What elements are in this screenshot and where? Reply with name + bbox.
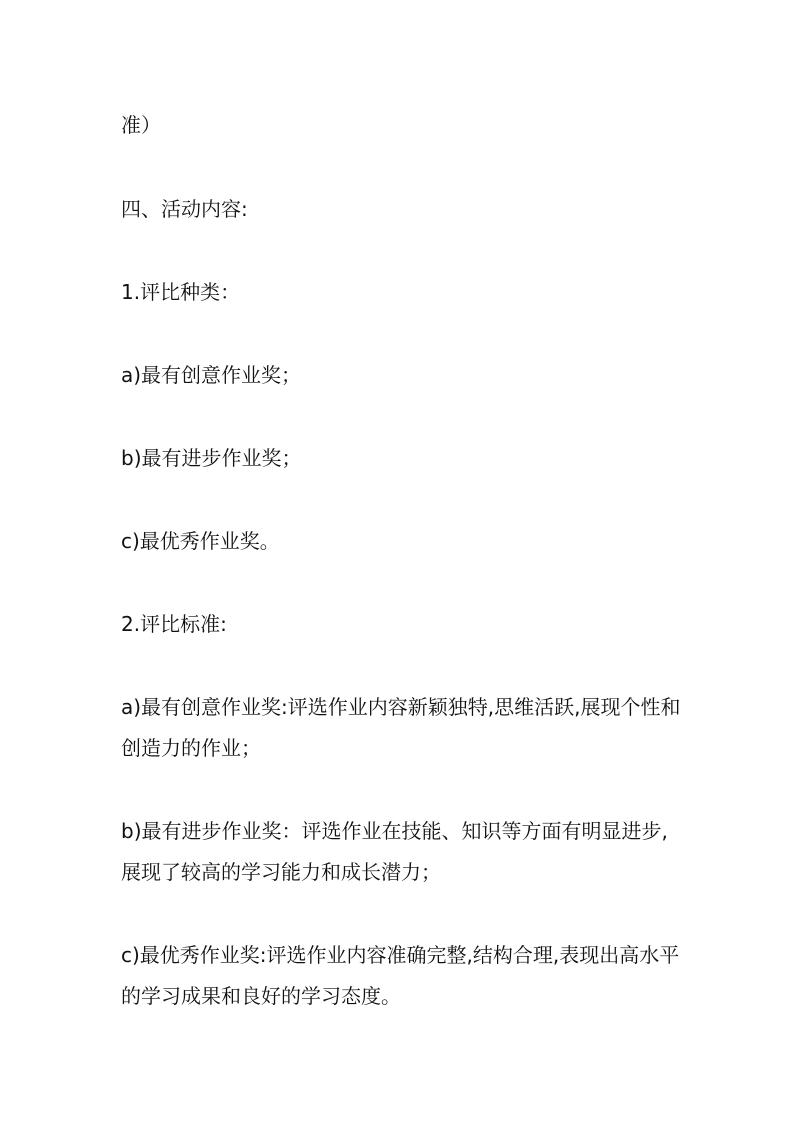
criteria-progress-award: b)最有进步作业奖：评选作业在技能、知识等方面有明显进步,展现了较高的学习能力和成长潜力；: [121, 819, 668, 884]
paragraph-continuation: 准）: [121, 113, 161, 137]
list-item-excellent-award: c)最优秀作业奖。: [121, 529, 280, 553]
section-heading-activity-content: 四、活动内容:: [121, 197, 248, 221]
subheading-criteria: 2.评比标准:: [121, 612, 227, 636]
list-item-creative-award: a)最有创意作业奖；: [121, 363, 302, 387]
list-item-progress-award: b)最有进步作业奖；: [121, 446, 302, 470]
subheading-award-categories: 1.评比种类：: [121, 280, 241, 304]
criteria-excellent-award: c)最优秀作业奖:评选作业内容准确完整,结构合理,表现出高水平的学习成果和良好的学习态度。: [121, 943, 680, 1008]
criteria-creative-award: a)最有创意作业奖:评选作业内容新颖独特,思维活跃,展现个性和创造力的作业；: [121, 695, 681, 760]
